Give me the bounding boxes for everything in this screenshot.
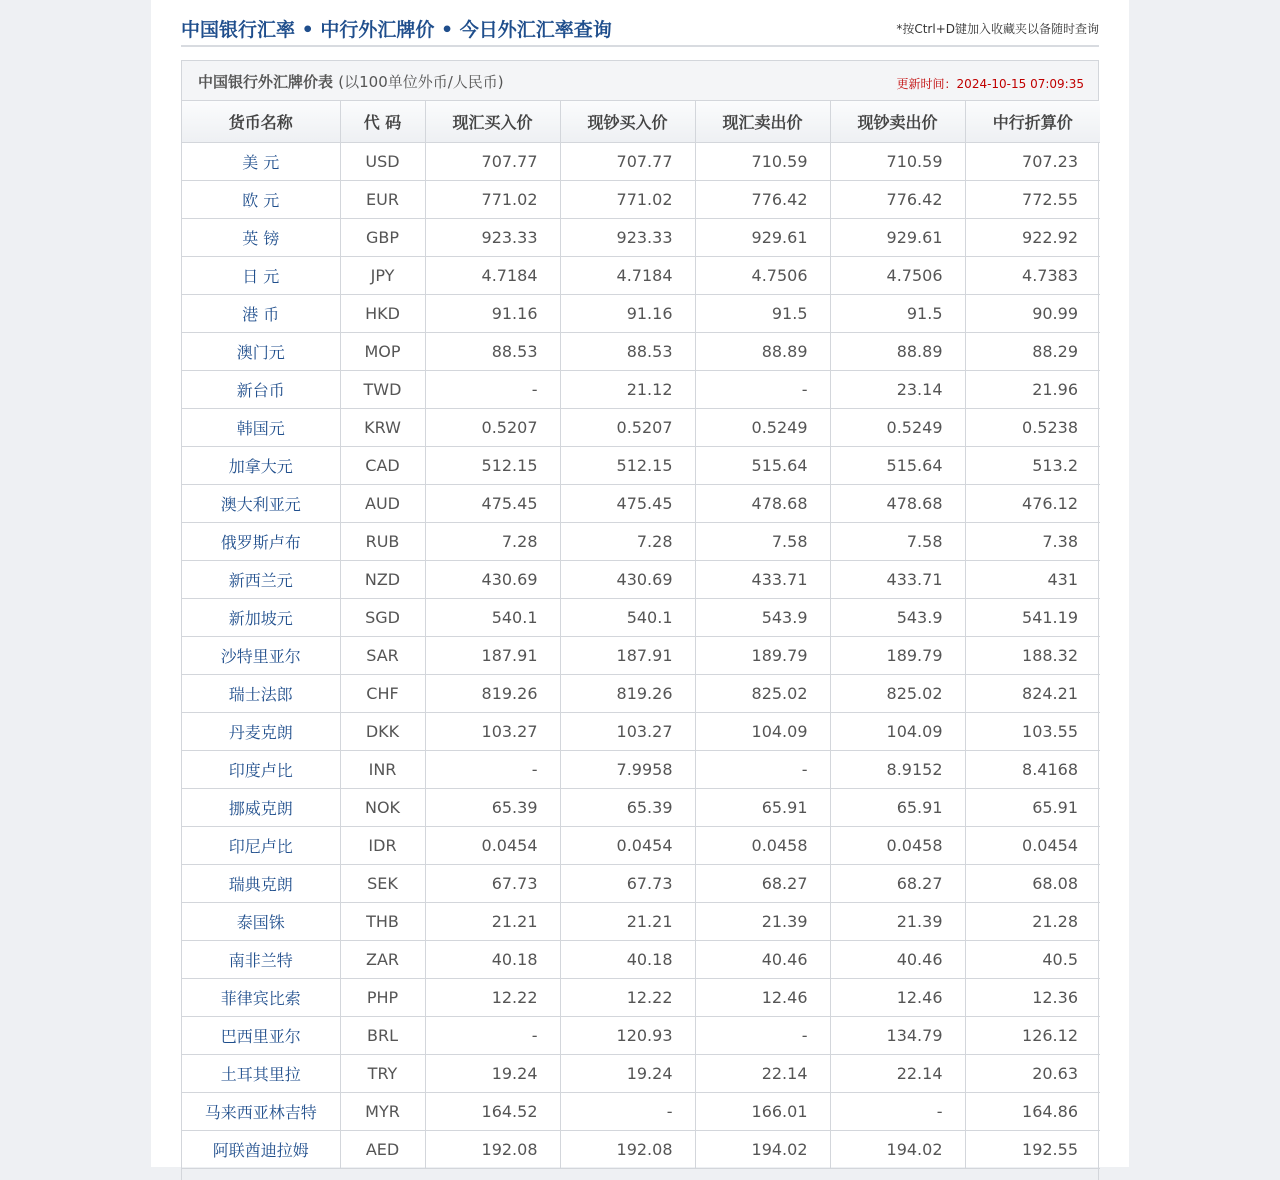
cash-sell-cell: 21.39: [830, 902, 965, 940]
cash-sell-cell: 7.58: [830, 522, 965, 560]
table-row: [182, 788, 1100, 826]
boc-rate-cell: 65.91: [965, 788, 1100, 826]
currency-name-cell[interactable]: 瑞典克朗: [182, 864, 340, 902]
column-header-boc-rate: 中行折算价: [965, 101, 1100, 142]
boc-rate-cell: 90.99: [965, 294, 1100, 332]
spot-buy-cell: 21.21: [425, 902, 560, 940]
update-time-value: 2024-10-15 07:09:35: [956, 77, 1084, 91]
spot-buy-cell: 192.08: [425, 1130, 560, 1168]
spot-buy-cell: 540.1: [425, 598, 560, 636]
spot-sell-cell: 91.5: [695, 294, 830, 332]
cash-sell-cell: 0.5249: [830, 408, 965, 446]
spot-sell-cell: 433.71: [695, 560, 830, 598]
currency-code-cell: AED: [340, 1130, 425, 1168]
currency-name-cell[interactable]: 丹麦克朗: [182, 712, 340, 750]
spot-sell-cell: -: [695, 370, 830, 408]
currency-code-cell: TWD: [340, 370, 425, 408]
cash-buy-cell: 19.24: [560, 1054, 695, 1092]
currency-name-cell[interactable]: 新台币: [182, 370, 340, 408]
spot-sell-cell: 104.09: [695, 712, 830, 750]
currency-name-cell[interactable]: 欧 元: [182, 180, 340, 218]
table-row: [182, 1130, 1100, 1168]
spot-sell-cell: 543.9: [695, 598, 830, 636]
update-time: [897, 75, 1084, 92]
cash-sell-cell: 543.9: [830, 598, 965, 636]
table-caption: [182, 61, 1098, 101]
spot-sell-cell: 710.59: [695, 142, 830, 180]
boc-rate-cell: 0.0454: [965, 826, 1100, 864]
currency-code-cell: MOP: [340, 332, 425, 370]
currency-code-cell: CHF: [340, 674, 425, 712]
boc-rate-cell: 12.36: [965, 978, 1100, 1016]
table-header-row: [182, 101, 1100, 142]
rate-table-panel: [181, 60, 1099, 1180]
currency-name-cell[interactable]: 阿联酋迪拉姆: [182, 1130, 340, 1168]
spot-buy-cell: 707.77: [425, 142, 560, 180]
currency-name-cell[interactable]: 新西兰元: [182, 560, 340, 598]
boc-rate-cell: 192.55: [965, 1130, 1100, 1168]
currency-code-cell: BRL: [340, 1016, 425, 1054]
boc-rate-cell: 707.23: [965, 142, 1100, 180]
cash-sell-cell: 22.14: [830, 1054, 965, 1092]
currency-name-cell[interactable]: 巴西里亚尔: [182, 1016, 340, 1054]
spot-sell-cell: 825.02: [695, 674, 830, 712]
cash-buy-cell: 21.12: [560, 370, 695, 408]
table-row: [182, 1054, 1100, 1092]
update-time-label: 更新时间：: [896, 77, 957, 91]
currency-code-cell: SGD: [340, 598, 425, 636]
cash-sell-cell: 776.42: [830, 180, 965, 218]
boc-rate-cell: 188.32: [965, 636, 1100, 674]
spot-sell-cell: 65.91: [695, 788, 830, 826]
cash-sell-cell: 433.71: [830, 560, 965, 598]
currency-code-cell: IDR: [340, 826, 425, 864]
table-row: [182, 256, 1100, 294]
spot-sell-cell: 515.64: [695, 446, 830, 484]
table-row: [182, 712, 1100, 750]
boc-rate-cell: 541.19: [965, 598, 1100, 636]
exchange-rate-table: [182, 101, 1100, 1169]
spot-sell-cell: 22.14: [695, 1054, 830, 1092]
boc-rate-cell: 164.86: [965, 1092, 1100, 1130]
currency-code-cell: RUB: [340, 522, 425, 560]
spot-buy-cell: 4.7184: [425, 256, 560, 294]
currency-name-cell[interactable]: 澳大利亚元: [182, 484, 340, 522]
cash-sell-cell: 189.79: [830, 636, 965, 674]
boc-rate-cell: 21.96: [965, 370, 1100, 408]
page-title: 中国银行汇率 • 中行外汇牌价 • 今日外汇汇率查询: [181, 19, 612, 41]
boc-rate-cell: 40.5: [965, 940, 1100, 978]
spot-buy-cell: 67.73: [425, 864, 560, 902]
table-caption-title: [198, 71, 504, 92]
spot-buy-cell: 512.15: [425, 446, 560, 484]
cash-sell-cell: 91.5: [830, 294, 965, 332]
table-row: [182, 522, 1100, 560]
boc-rate-cell: 824.21: [965, 674, 1100, 712]
cash-buy-cell: 65.39: [560, 788, 695, 826]
currency-name-cell[interactable]: 澳门元: [182, 332, 340, 370]
currency-name-cell[interactable]: 新加坡元: [182, 598, 340, 636]
spot-sell-cell: 7.58: [695, 522, 830, 560]
spot-sell-cell: 189.79: [695, 636, 830, 674]
boc-rate-cell: 0.5238: [965, 408, 1100, 446]
boc-rate-cell: 7.38: [965, 522, 1100, 560]
spot-buy-cell: 430.69: [425, 560, 560, 598]
boc-rate-cell: 922.92: [965, 218, 1100, 256]
table-row: [182, 332, 1100, 370]
currency-code-cell: ZAR: [340, 940, 425, 978]
currency-code-cell: PHP: [340, 978, 425, 1016]
table-row: [182, 674, 1100, 712]
cash-buy-cell: 0.0454: [560, 826, 695, 864]
table-row: [182, 978, 1100, 1016]
spot-buy-cell: 819.26: [425, 674, 560, 712]
boc-rate-cell: 431: [965, 560, 1100, 598]
cash-sell-cell: 8.9152: [830, 750, 965, 788]
spot-sell-cell: 12.46: [695, 978, 830, 1016]
boc-rate-cell: 772.55: [965, 180, 1100, 218]
cash-sell-cell: 4.7506: [830, 256, 965, 294]
cash-buy-cell: 187.91: [560, 636, 695, 674]
currency-code-cell: CAD: [340, 446, 425, 484]
currency-name-cell[interactable]: 港 币: [182, 294, 340, 332]
table-row: [182, 560, 1100, 598]
cash-sell-cell: 12.46: [830, 978, 965, 1016]
spot-buy-cell: 91.16: [425, 294, 560, 332]
column-header-spot-sell: 现汇卖出价: [695, 101, 830, 142]
boc-rate-cell: 513.2: [965, 446, 1100, 484]
cash-buy-cell: 67.73: [560, 864, 695, 902]
spot-buy-cell: 88.53: [425, 332, 560, 370]
cash-sell-cell: 478.68: [830, 484, 965, 522]
cash-sell-cell: -: [830, 1092, 965, 1130]
table-row: [182, 484, 1100, 522]
currency-code-cell: NZD: [340, 560, 425, 598]
cash-buy-cell: 4.7184: [560, 256, 695, 294]
column-header-code: 代 码: [340, 101, 425, 142]
currency-name-cell[interactable]: 日 元: [182, 256, 340, 294]
cash-buy-cell: 120.93: [560, 1016, 695, 1054]
table-row: [182, 370, 1100, 408]
currency-code-cell: THB: [340, 902, 425, 940]
column-header-cash-sell: 现钞卖出价: [830, 101, 965, 142]
table-row: [182, 408, 1100, 446]
table-subtitle: (以100单位外币/人民币): [338, 73, 504, 91]
cash-buy-cell: 0.5207: [560, 408, 695, 446]
table-row: [182, 902, 1100, 940]
currency-name-cell[interactable]: 俄罗斯卢布: [182, 522, 340, 560]
currency-name-cell[interactable]: 沙特里亚尔: [182, 636, 340, 674]
cash-sell-cell: 929.61: [830, 218, 965, 256]
cash-sell-cell: 104.09: [830, 712, 965, 750]
currency-name-cell[interactable]: 瑞士法郎: [182, 674, 340, 712]
currency-name-cell[interactable]: 土耳其里拉: [182, 1054, 340, 1092]
spot-buy-cell: 7.28: [425, 522, 560, 560]
currency-name-cell[interactable]: 美 元: [182, 142, 340, 180]
spot-buy-cell: 19.24: [425, 1054, 560, 1092]
spot-buy-cell: -: [425, 370, 560, 408]
cash-buy-cell: 88.53: [560, 332, 695, 370]
spot-sell-cell: 166.01: [695, 1092, 830, 1130]
boc-rate-cell: 21.28: [965, 902, 1100, 940]
currency-code-cell: DKK: [340, 712, 425, 750]
spot-buy-cell: 771.02: [425, 180, 560, 218]
cash-buy-cell: 512.15: [560, 446, 695, 484]
currency-code-cell: GBP: [340, 218, 425, 256]
currency-code-cell: NOK: [340, 788, 425, 826]
table-row: [182, 1016, 1100, 1054]
cash-buy-cell: 12.22: [560, 978, 695, 1016]
table-row: [182, 218, 1100, 256]
spot-buy-cell: 103.27: [425, 712, 560, 750]
currency-code-cell: KRW: [340, 408, 425, 446]
cash-sell-cell: 134.79: [830, 1016, 965, 1054]
cash-buy-cell: 923.33: [560, 218, 695, 256]
cash-buy-cell: 40.18: [560, 940, 695, 978]
cash-sell-cell: 65.91: [830, 788, 965, 826]
cash-buy-cell: 707.77: [560, 142, 695, 180]
column-header-currency-name: 货币名称: [182, 101, 340, 142]
spot-buy-cell: 187.91: [425, 636, 560, 674]
boc-rate-cell: 4.7383: [965, 256, 1100, 294]
spot-buy-cell: 12.22: [425, 978, 560, 1016]
spot-sell-cell: 929.61: [695, 218, 830, 256]
cash-buy-cell: 192.08: [560, 1130, 695, 1168]
cash-sell-cell: 825.02: [830, 674, 965, 712]
table-title: 中国银行外汇牌价表: [198, 73, 334, 91]
cash-buy-cell: -: [560, 1092, 695, 1130]
table-body: [182, 142, 1100, 1168]
table-row: [182, 636, 1100, 674]
cash-sell-cell: 194.02: [830, 1130, 965, 1168]
currency-name-cell[interactable]: 英 镑: [182, 218, 340, 256]
cash-buy-cell: 430.69: [560, 560, 695, 598]
cash-sell-cell: 40.46: [830, 940, 965, 978]
spot-sell-cell: 40.46: [695, 940, 830, 978]
currency-code-cell: HKD: [340, 294, 425, 332]
cash-buy-cell: 475.45: [560, 484, 695, 522]
table-row: [182, 940, 1100, 978]
currency-name-cell[interactable]: 韩国元: [182, 408, 340, 446]
currency-code-cell: TRY: [340, 1054, 425, 1092]
cash-sell-cell: 68.27: [830, 864, 965, 902]
currency-code-cell: AUD: [340, 484, 425, 522]
spot-buy-cell: 475.45: [425, 484, 560, 522]
spot-sell-cell: -: [695, 1016, 830, 1054]
currency-code-cell: SEK: [340, 864, 425, 902]
spot-sell-cell: 478.68: [695, 484, 830, 522]
spot-buy-cell: 923.33: [425, 218, 560, 256]
spot-sell-cell: 21.39: [695, 902, 830, 940]
currency-code-cell: MYR: [340, 1092, 425, 1130]
currency-code-cell: INR: [340, 750, 425, 788]
currency-name-cell[interactable]: 挪威克朗: [182, 788, 340, 826]
cash-sell-cell: 710.59: [830, 142, 965, 180]
currency-name-cell[interactable]: 加拿大元: [182, 446, 340, 484]
page-header: [181, 0, 1099, 47]
spot-buy-cell: 0.5207: [425, 408, 560, 446]
spot-buy-cell: -: [425, 1016, 560, 1054]
table-row: [182, 142, 1100, 180]
spot-sell-cell: 0.5249: [695, 408, 830, 446]
cash-sell-cell: 515.64: [830, 446, 965, 484]
table-row: [182, 446, 1100, 484]
boc-rate-cell: 20.63: [965, 1054, 1100, 1092]
boc-rate-cell: 88.29: [965, 332, 1100, 370]
boc-rate-cell: 126.12: [965, 1016, 1100, 1054]
spot-sell-cell: 194.02: [695, 1130, 830, 1168]
currency-name-cell[interactable]: 印度卢比: [182, 750, 340, 788]
spot-sell-cell: 776.42: [695, 180, 830, 218]
spot-buy-cell: 0.0454: [425, 826, 560, 864]
cash-buy-cell: 819.26: [560, 674, 695, 712]
currency-name-cell[interactable]: 马来西亚林吉特: [182, 1092, 340, 1130]
cash-sell-cell: 0.0458: [830, 826, 965, 864]
currency-name-cell[interactable]: 印尼卢比: [182, 826, 340, 864]
column-header-spot-buy: 现汇买入价: [425, 101, 560, 142]
spot-sell-cell: 88.89: [695, 332, 830, 370]
boc-rate-cell: 68.08: [965, 864, 1100, 902]
table-row: [182, 598, 1100, 636]
spot-buy-cell: -: [425, 750, 560, 788]
cash-sell-cell: 23.14: [830, 370, 965, 408]
currency-name-cell[interactable]: 菲律宾比索: [182, 978, 340, 1016]
table-row: [182, 294, 1100, 332]
table-row: [182, 864, 1100, 902]
page-container: [151, 0, 1129, 1167]
spot-buy-cell: 164.52: [425, 1092, 560, 1130]
currency-code-cell: EUR: [340, 180, 425, 218]
spot-sell-cell: 68.27: [695, 864, 830, 902]
cash-buy-cell: 7.28: [560, 522, 695, 560]
currency-name-cell[interactable]: 南非兰特: [182, 940, 340, 978]
cash-sell-cell: 88.89: [830, 332, 965, 370]
column-header-cash-buy: 现钞买入价: [560, 101, 695, 142]
cash-buy-cell: 103.27: [560, 712, 695, 750]
cash-buy-cell: 771.02: [560, 180, 695, 218]
table-row: [182, 750, 1100, 788]
spot-sell-cell: 0.0458: [695, 826, 830, 864]
boc-rate-cell: 8.4168: [965, 750, 1100, 788]
currency-name-cell[interactable]: 泰国铢: [182, 902, 340, 940]
currency-code-cell: JPY: [340, 256, 425, 294]
table-row: [182, 826, 1100, 864]
cash-buy-cell: 540.1: [560, 598, 695, 636]
cash-buy-cell: 21.21: [560, 902, 695, 940]
currency-code-cell: SAR: [340, 636, 425, 674]
boc-rate-cell: 476.12: [965, 484, 1100, 522]
bookmark-tip: *按Ctrl+D键加入收藏夹以备随时查询: [896, 22, 1099, 36]
boc-rate-cell: 103.55: [965, 712, 1100, 750]
spot-buy-cell: 65.39: [425, 788, 560, 826]
spot-buy-cell: 40.18: [425, 940, 560, 978]
currency-code-cell: USD: [340, 142, 425, 180]
cash-buy-cell: 7.9958: [560, 750, 695, 788]
table-row: [182, 180, 1100, 218]
cash-buy-cell: 91.16: [560, 294, 695, 332]
spot-sell-cell: 4.7506: [695, 256, 830, 294]
table-row: [182, 1092, 1100, 1130]
spot-sell-cell: -: [695, 750, 830, 788]
